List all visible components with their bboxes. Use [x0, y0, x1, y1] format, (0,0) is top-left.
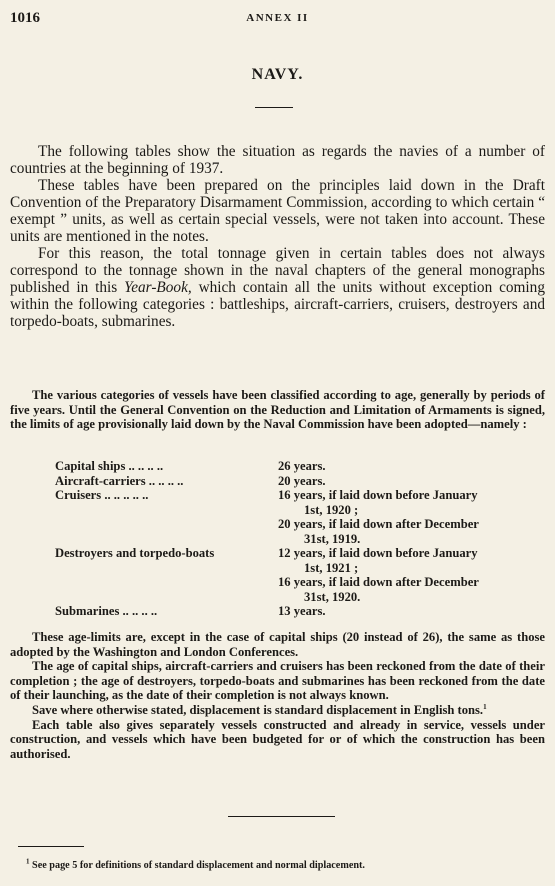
- age-limit: [278, 488, 545, 546]
- age-category: Destroyers and torpedo-boats: [55, 546, 215, 560]
- footnote-text: See page 5 for definitions of standard displacement and normal diplacement.: [32, 860, 365, 871]
- page-header: [10, 10, 545, 30]
- age-category: Capital ships .. .. .. ..: [55, 459, 164, 473]
- age-limit-continuation: 31st, 1919.: [304, 531, 361, 546]
- intro-paragraph-3: [10, 245, 545, 330]
- title-rule: [255, 107, 293, 108]
- section-title: NAVY.: [251, 66, 304, 83]
- yearbook-title: Year-Book,: [124, 279, 192, 296]
- age-limit-line: 12 years, if laid down before January: [278, 546, 478, 560]
- age-note-2: The age of capital ships, aircraft-carriers and cruisers has been reckoned from the date of their completion ; the age of destroyers, torpedo-boats and submarines has been reckoned from the date of their launching, as the date of their completion is not always known.: [10, 659, 545, 703]
- age-note-3: [10, 703, 545, 718]
- age-category: Cruisers .. .. .. .. ..: [55, 488, 149, 502]
- age-note-3-text: Save where otherwise stated, displacement is standard displacement in English tons.: [32, 702, 484, 717]
- section-end-rule: [228, 816, 335, 817]
- age-limit: [278, 604, 545, 619]
- age-note-1: These age-limits are, except in the case of capital ships (20 instead of 26), the same as those adopted by the Washington and London Conferences.: [10, 630, 545, 659]
- age-limit: [278, 546, 545, 604]
- age-row-capital-ships: [55, 459, 545, 474]
- intro-paragraph-3-text-a: For this reason, the total tonnage given in certain tables does not always correspond to the tonnage shown in the naval chapters of the general monographs published in this: [10, 245, 545, 296]
- age-row-cruisers: [55, 488, 545, 546]
- running-title: ANNEX II: [246, 12, 309, 24]
- age-limit-line: 16 years, if laid down after December: [278, 575, 479, 589]
- age-row-aircraft-carriers: [55, 474, 545, 489]
- footnote: [26, 857, 365, 871]
- footnote-rule: [18, 846, 84, 847]
- age-limit-line: 13 years.: [278, 604, 326, 618]
- intro-text: [10, 143, 545, 330]
- age-note-4: Each table also gives separately vessels constructed and already in service, vessels under construction, and vessels which have been budgeted for or of which the construction has been authorised.: [10, 717, 545, 761]
- footnote-reference: 1: [483, 702, 487, 711]
- age-limits-table: [55, 459, 545, 619]
- age-category: Submarines .. .. .. ..: [55, 604, 158, 618]
- intro-paragraph-3-text-b: which contain all the units without exception coming within the following categories : battleships, aircraft-carriers, cruisers, destroyers and torpedo-boats, submarines.: [10, 279, 545, 330]
- age-row-destroyers: [55, 546, 545, 604]
- age-limit-line: 16 years, if laid down before January: [278, 488, 478, 502]
- age-limit: [278, 459, 545, 474]
- age-limit-line: 20 years, if laid down after December: [278, 517, 479, 531]
- classification-paragraph: The various categories of vessels have been classified according to age, generally by periods of five years. Until the General Convention on the Reduction and Limitation of Armaments is signed, the limits of age provisionally laid down by the Naval Commission have been adopted—namely :: [10, 388, 545, 431]
- age-notes: [10, 630, 545, 761]
- age-limit-continuation: 1st, 1921 ;: [304, 560, 359, 575]
- page-number: 1016: [10, 10, 40, 26]
- age-limit-continuation: 1st, 1920 ;: [304, 502, 359, 517]
- intro-paragraph-1: The following tables show the situation as regards the navies of a number of countries at the beginning of 1937.: [10, 143, 545, 177]
- classification-note: [10, 388, 545, 432]
- age-limit-line: 20 years.: [278, 473, 326, 488]
- intro-paragraph-2: These tables have been prepared on the principles laid down in the Draft Convention of the Preparatory Disarmament Commission, according to which certain “ exempt ” units, as well as certain special vessels, were not taken into account. These units are mentioned in the notes.: [10, 177, 545, 245]
- age-limit-line: 26 years.: [278, 459, 326, 473]
- age-row-submarines: [55, 604, 545, 619]
- age-limit-continuation: 31st, 1920.: [304, 589, 361, 604]
- age-limit: [278, 474, 545, 489]
- age-category: Aircraft-carriers .. .. .. ..: [55, 473, 184, 488]
- footnote-marker: 1: [26, 857, 30, 866]
